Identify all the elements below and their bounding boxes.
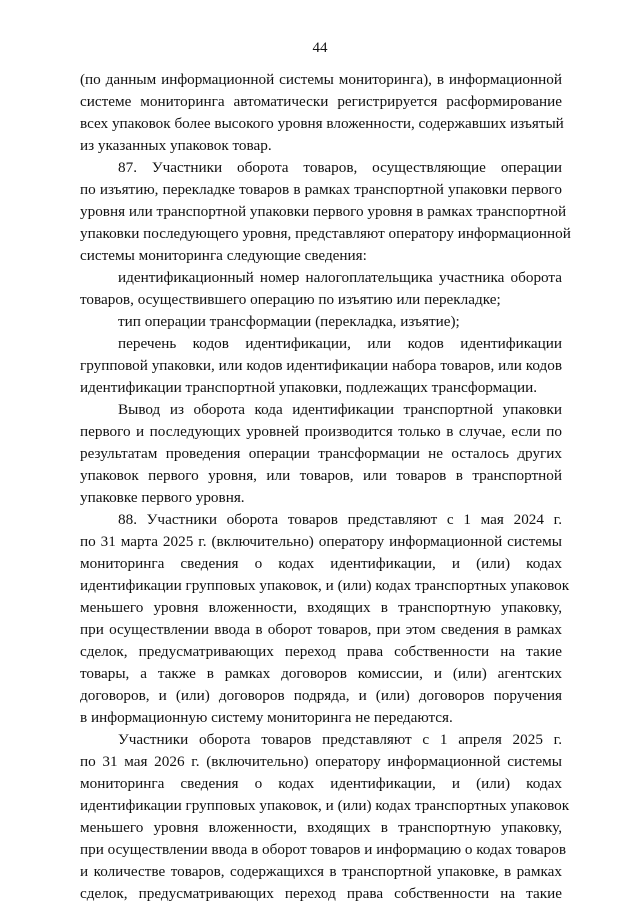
text-line: 87. Участники оборота товаров, осуществляющие операции [118, 159, 562, 176]
text-line: Вывод из оборота кода идентификации транспортной упаковки [118, 401, 562, 418]
text-line: упаковке первого уровня. [80, 489, 245, 506]
text-line: Участники оборота товаров представляют с 1 апреля 2025 г. [118, 731, 562, 748]
text-line: и количестве товаров, содержащихся в транспортной упаковке, в рамках [80, 863, 562, 880]
text-line: сделок, предусматривающих переход права собственности на такие [80, 885, 562, 902]
text-line: всех упаковок более высокого уровня вложенности, содержавших изъятый [80, 115, 564, 132]
text-line: меньшего уровня вложенности, входящих в транспортную упаковку, [80, 599, 562, 616]
text-line: системы мониторинга следующие сведения: [80, 247, 367, 264]
text-line: идентификации групповых упаковок, и (или) кодах транспортных упаковок [80, 797, 570, 814]
text-line: товары, а также в рамках договоров комиссии, и (или) агентских [80, 665, 562, 682]
text-line: мониторинга сведения о кодах идентификации, и (или) кодах [80, 555, 562, 572]
text-line: по 31 марта 2025 г. (включительно) оператору информационной системы [80, 533, 562, 550]
document-body [80, 69, 571, 905]
text-line: мониторинга сведения о кодах идентификации, и (или) кодах [80, 775, 562, 792]
text-line: уровня или транспортной упаковки первого уровня в рамках транспортной [80, 203, 567, 220]
text-line: сделок, предусматривающих переход права собственности на такие [80, 643, 562, 660]
text-line: упаковки последующего уровня, представляют оператору информационной [80, 225, 571, 242]
text-line: при осуществлении ввода в оборот товаров, при этом сведения в рамках [80, 621, 562, 638]
text-line: в информационную систему мониторинга не передаются. [80, 709, 453, 726]
text-line: первого и последующих уровней производится только в случае, если по [80, 423, 562, 440]
text-line: (по данным информационной системы мониторинга), в информационной [80, 71, 562, 88]
text-line: меньшего уровня вложенности, входящих в транспортную упаковку, [80, 819, 562, 836]
text-line: из указанных упаковок товар. [80, 137, 272, 154]
text-line: товаров, осуществившего операцию по изъятию или перекладке; [80, 291, 501, 308]
text-line: идентификации групповых упаковок, и (или) кодах транспортных упаковок [80, 577, 570, 594]
text-line: по 31 мая 2026 г. (включительно) оператору информационной системы [80, 753, 562, 770]
page-number: 44 [312, 40, 328, 56]
text-line: идентификации транспортной упаковки, подлежащих трансформации. [80, 379, 538, 396]
text-line: по изъятию, перекладке товаров в рамках транспортной упаковки первого [80, 181, 562, 198]
text-line: тип операции трансформации (перекладка, изъятие); [118, 313, 460, 330]
text-line: групповой упаковки, или кодов идентификации набора товаров, или кодов [80, 357, 562, 374]
text-line: идентификационный номер налогоплательщика участника оборота [118, 269, 562, 286]
text-line: 88. Участники оборота товаров представляют с 1 мая 2024 г. [118, 511, 562, 528]
text-line: перечень кодов идентификации, или кодов идентификации [118, 335, 562, 352]
text-line: договоров, и (или) договоров подряда, и (или) договоров поручения [80, 687, 562, 704]
text-line: системе мониторинга автоматически регистрируется расформирование [80, 93, 562, 110]
text-line: при осуществлении ввода в оборот товаров и информацию о кодах товаров [80, 841, 567, 858]
text-line: результатам проведения операции трансформации не осталось других [80, 445, 562, 462]
text-line: упаковок первого уровня, или товаров, или товаров в транспортной [80, 467, 562, 484]
